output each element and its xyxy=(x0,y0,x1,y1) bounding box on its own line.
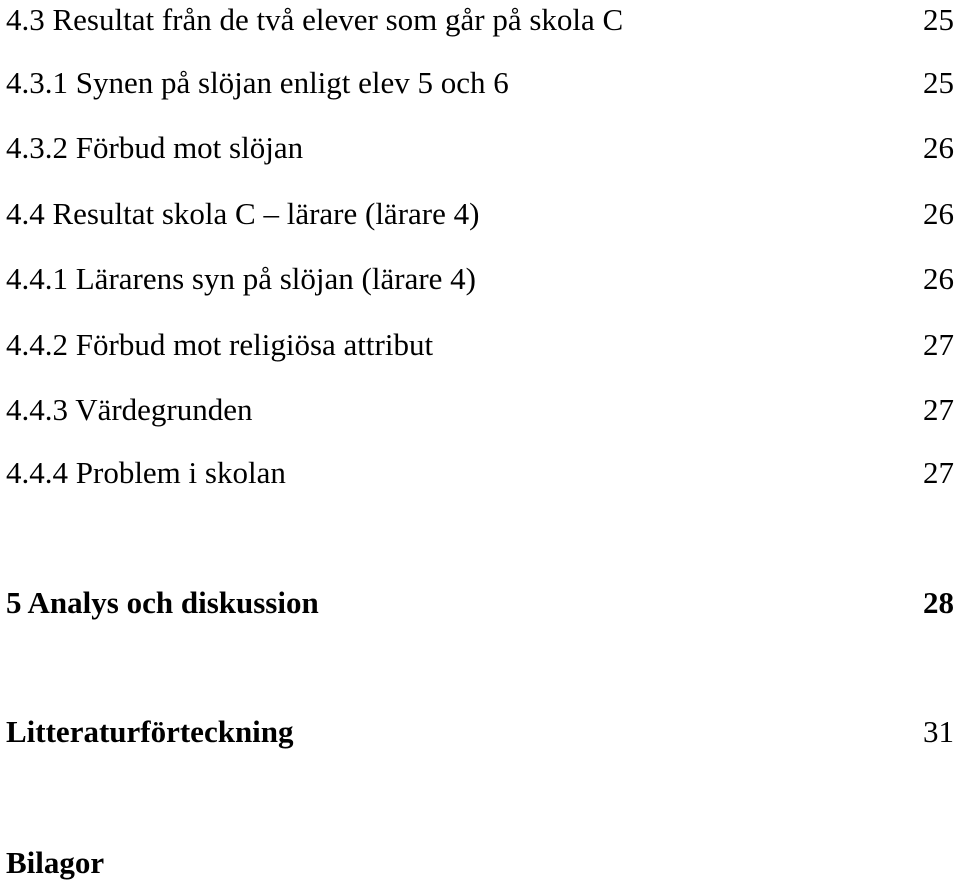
toc-entry-title: 4.3.1 Synen på slöjan enligt elev 5 och 6 xyxy=(6,65,509,100)
toc-entry-page: 27 xyxy=(923,327,954,362)
toc-entry-title: 4.4.1 Lärarens syn på slöjan (lärare 4) xyxy=(6,261,476,296)
toc-chapter-litteraturforteckning[interactable] xyxy=(6,712,954,752)
toc-entry-page: 26 xyxy=(923,261,954,296)
toc-entry-4-3-2[interactable] xyxy=(6,128,954,168)
toc-entry-title: 4.4.4 Problem i skolan xyxy=(6,455,286,490)
toc-chapter-page: 31 xyxy=(923,714,954,749)
toc-entry-4-4[interactable] xyxy=(6,194,954,234)
toc-entry-4-4-4[interactable] xyxy=(6,453,954,493)
toc-entry-4-3[interactable] xyxy=(6,0,954,40)
toc-chapter-page: 28 xyxy=(923,585,954,620)
toc-entry-title: 4.4 Resultat skola C – lärare (lärare 4) xyxy=(6,196,480,231)
toc-entry-4-3-1[interactable] xyxy=(6,63,954,103)
toc-entry-4-4-1[interactable] xyxy=(6,259,954,299)
toc-entry-page: 26 xyxy=(923,196,954,231)
toc-entry-page: 25 xyxy=(923,2,954,37)
toc-chapter-bilagor[interactable] xyxy=(6,843,954,883)
toc-entry-title: 4.4.3 Värdegrunden xyxy=(6,392,253,427)
toc-chapter-title: 5 Analys och diskussion xyxy=(6,585,319,620)
toc-entry-page: 26 xyxy=(923,130,954,165)
toc-chapter-5[interactable] xyxy=(6,583,954,623)
toc-entry-page: 25 xyxy=(923,65,954,100)
toc-entry-title: 4.4.2 Förbud mot religiösa attribut xyxy=(6,327,434,362)
toc-chapter-title: Bilagor xyxy=(6,845,105,880)
toc-entry-page: 27 xyxy=(923,392,954,427)
toc-entry-title: 4.3 Resultat från de två elever som går på skola C xyxy=(6,2,624,37)
toc-entry-page: 27 xyxy=(923,455,954,490)
toc-entry-4-4-2[interactable] xyxy=(6,325,954,365)
toc-chapter-title: Litteraturförteckning xyxy=(6,714,294,749)
toc-entry-title: 4.3.2 Förbud mot slöjan xyxy=(6,130,304,165)
toc-entry-4-4-3[interactable] xyxy=(6,390,954,430)
